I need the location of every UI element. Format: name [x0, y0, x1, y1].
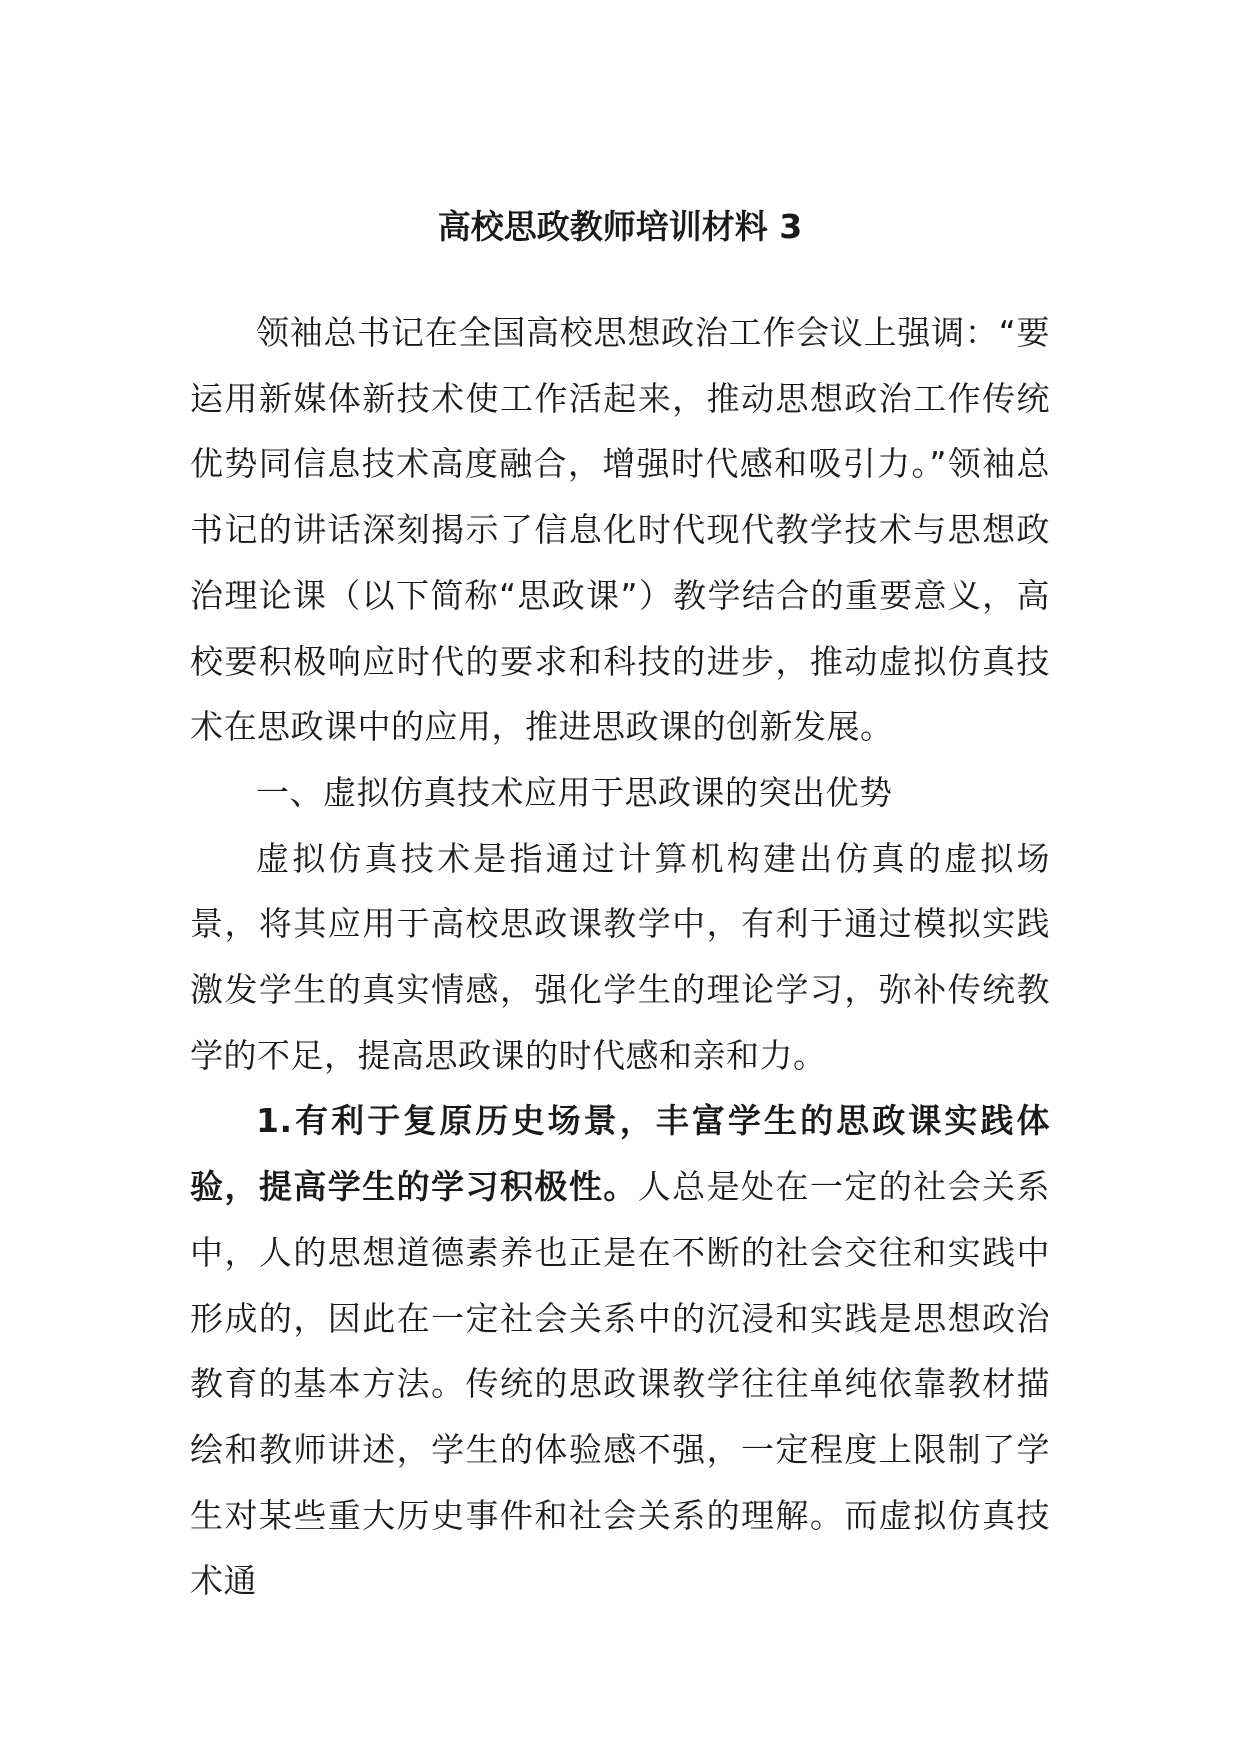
paragraph-point-1 — [190, 1088, 1050, 1614]
paragraph-vr-definition: 虚拟仿真技术是指通过计算机构建出仿真的虚拟场景，将其应用于高校思政课教学中，有利于通过模拟实践激发学生的真实情感，强化学生的理论学习，弥补传统教学的不足，提高思政课的时代感和亲和力。 — [190, 838, 1050, 1075]
paragraph-intro: 领袖总书记在全国高校思想政治工作会议上强调：“要运用新媒体新技术使工作活起来，推动思想政治工作传统优势同信息技术高度融合，增强时代感和吸引力。”领袖总书记的讲话深刻揭示了信息化时代现代教学技术与思想政治理论课（以下简称“思政课”）教学结合的重要意义，高校要积极响应时代的要求和科技的进步，推动虚拟仿真技术在思政课中的应用，推进思政课的创新发展。 — [190, 313, 1050, 747]
document-body — [190, 300, 1050, 1614]
section-heading-1: 一、虚拟仿真技术应用于思政课的突出优势 — [256, 772, 893, 812]
point-1-text: 人总是处在一定的社会关系中，人的思想道德素养也正是在不断的社会交往和实践中形成的，因此在一定社会关系中的沉浸和实践是思想政治教育的基本方法。传统的思政课教学往往单纯依靠教材描绘和教师讲述，学生的体验感不强，一定程度上限制了学生对某些重大历史事件和社会关系的理解。而虚拟仿真技术通 — [190, 1167, 1050, 1601]
document-title: 高校思政教师培训材料 3 — [437, 207, 803, 246]
point-1-heading: 1.有利于复原历史场景，丰富学生的思政课实践体验，提高学生的学习积极性。 — [190, 1101, 1050, 1207]
